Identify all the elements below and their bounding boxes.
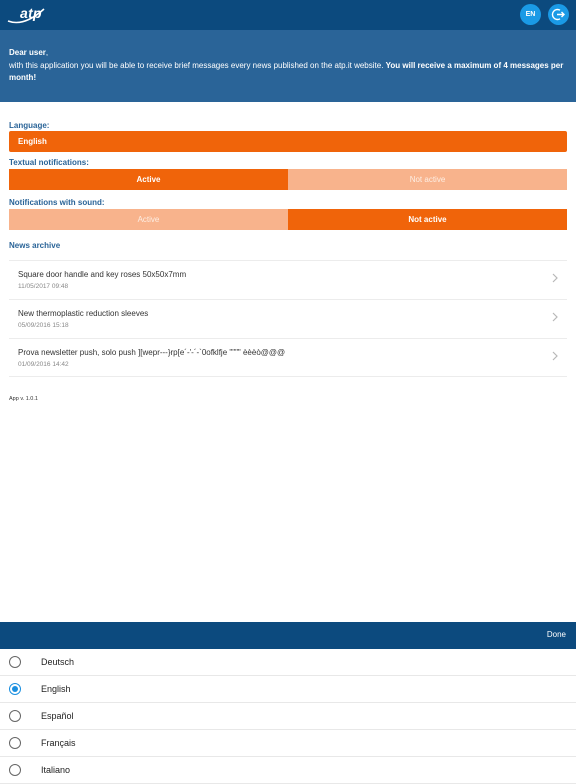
news-item[interactable]	[9, 299, 567, 338]
textual-notifications-label: Textual notifications:	[9, 158, 89, 167]
app-version: App v. 1.0.1	[9, 396, 38, 402]
language-option-label: Français	[41, 738, 76, 748]
language-option[interactable]	[0, 757, 576, 784]
news-title: Square door handle and key roses 50x50x7mm	[18, 270, 187, 279]
welcome-message: with this application you will be able to receive brief messages every news published on the atp.it website. You will receive a maximum of 4 messages per month!	[9, 60, 564, 82]
atp-logo: atp	[6, 3, 46, 25]
sound-active-option[interactable]: Active	[9, 209, 288, 230]
news-date: 01/09/2016 14:42	[18, 361, 69, 368]
greeting: Dear user	[9, 48, 46, 57]
textual-notifications-toggle	[9, 169, 567, 190]
news-item[interactable]	[9, 338, 567, 377]
sound-notifications-toggle	[9, 209, 567, 230]
news-archive-title: News archive	[9, 241, 61, 250]
chevron-right-icon	[551, 312, 559, 322]
textual-not-active-option[interactable]: Not active	[288, 169, 567, 190]
sound-not-active-option[interactable]: Not active	[288, 209, 567, 230]
logout-icon	[552, 8, 565, 21]
radio-button[interactable]	[9, 737, 21, 749]
language-option[interactable]	[0, 730, 576, 757]
radio-button-selected[interactable]	[9, 683, 21, 695]
radio-button[interactable]	[9, 710, 21, 722]
language-option[interactable]	[0, 703, 576, 730]
language-picker-list	[0, 649, 576, 775]
news-date: 05/09/2016 15:18	[18, 322, 69, 329]
news-title: Prova newsletter push, solo push ][wepr---}rp[e´-'-´-`0ofklfje """" èèèò@@@	[18, 348, 286, 357]
textual-active-option[interactable]: Active	[9, 169, 288, 190]
language-option-label: Español	[41, 711, 74, 721]
top-bar	[0, 0, 576, 30]
picker-toolbar	[0, 622, 576, 649]
radio-button[interactable]	[9, 764, 21, 776]
logout-button[interactable]	[548, 4, 569, 25]
language-button[interactable]: EN	[520, 4, 541, 25]
language-option[interactable]	[0, 676, 576, 703]
language-selector[interactable]: English	[9, 131, 567, 152]
chevron-right-icon	[551, 273, 559, 283]
radio-button[interactable]	[9, 656, 21, 668]
language-option-label: Deutsch	[41, 657, 75, 667]
news-date: 11/05/2017 09:48	[18, 283, 69, 290]
language-label: Language:	[9, 121, 50, 130]
news-title: New thermoplastic reduction sleeves	[18, 309, 149, 318]
welcome-banner: Dear user, with this application you will be able to receive brief messages every news published on the atp.it website. You will receive a maximum of 4 messages per month!	[0, 30, 576, 102]
news-list	[9, 260, 567, 377]
chevron-right-icon	[551, 351, 559, 361]
sound-notifications-label: Notifications with sound:	[9, 198, 105, 207]
language-option[interactable]	[0, 649, 576, 676]
language-option-label: Italiano	[41, 765, 71, 775]
news-item[interactable]	[9, 260, 567, 299]
language-option-label: English	[41, 684, 71, 694]
done-button[interactable]: Done	[546, 630, 566, 639]
